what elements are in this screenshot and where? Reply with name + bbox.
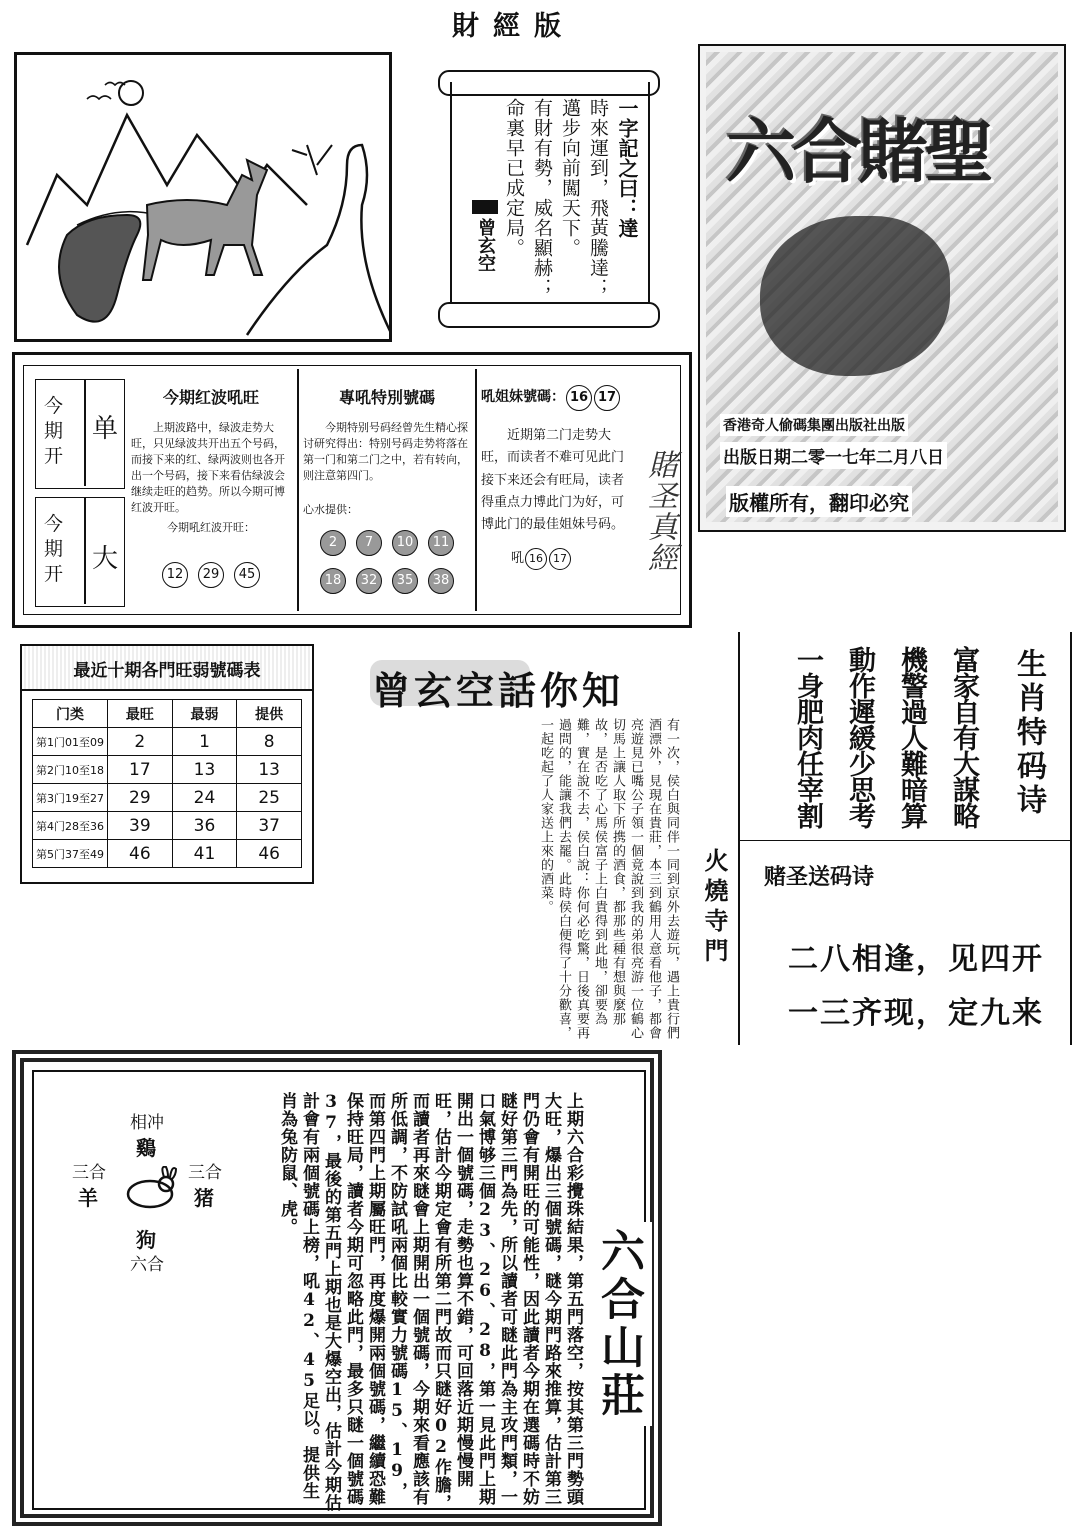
sister-title-ball-1: 16 bbox=[566, 385, 592, 411]
sister-footer-ball-2: 17 bbox=[549, 548, 571, 570]
special-ball-8: 38 bbox=[428, 568, 454, 594]
row-max: 29 bbox=[108, 784, 173, 812]
story-side-title: 火燒寺門 bbox=[700, 848, 729, 968]
tab-size-value: 大 bbox=[92, 544, 119, 574]
sister-stamp: 賭圣真經 bbox=[642, 449, 677, 573]
col-header-max: 最旺 bbox=[108, 700, 173, 728]
special-body: 今期特别号码经曾先生精心探讨研究得出：特别号码走势将落在第一门和第二门之中，若有转向，则注意第四门。 bbox=[303, 421, 468, 482]
col-header-give: 提供 bbox=[237, 700, 302, 728]
column-divider-1 bbox=[297, 369, 299, 611]
row-give: 8 bbox=[237, 728, 302, 756]
cover-image bbox=[698, 44, 1066, 532]
scroll-poem bbox=[420, 70, 670, 326]
tab-odd-even-value: 单 bbox=[92, 414, 119, 444]
zodiac-bottom-o: 狗 bbox=[136, 1228, 156, 1252]
sister-footer-label: 吼 bbox=[511, 550, 525, 566]
row-max: 17 bbox=[108, 756, 173, 784]
red-wave-body: 上期波路中，绿波走势大旺，只见绿波共开出五个号码，而接下来的红、绿两波则也各开出一个号码，接下来看估绿波会继续走旺的趋势。所以今期可博红波开旺。 bbox=[131, 421, 285, 514]
zodiac-right-label-o: 三合 bbox=[188, 1163, 222, 1183]
row-max: 39 bbox=[108, 812, 173, 840]
zodiac-top-label-o: 相冲 bbox=[130, 1113, 164, 1133]
special-section bbox=[303, 379, 471, 609]
sister-body: 近期第二门走势大旺，而读者不难可见此门接下来还会有旺局，读者得重点力博此门为好，可博此门的最佳姐妹号码。 bbox=[481, 428, 625, 533]
rabbit-icon bbox=[120, 1166, 180, 1210]
scroll-line-3: 有財有勢，威名顯赫； bbox=[531, 98, 553, 298]
sister-footer-ball-1: 16 bbox=[525, 548, 547, 570]
special-numbers-row1 bbox=[303, 530, 471, 556]
scroll-line-2: 邁步向前闖天下。 bbox=[559, 98, 581, 258]
zodiac-diagram-overlay bbox=[54, 1086, 244, 1286]
ranking-table-title: 最近十期各門旺弱號碼表 bbox=[22, 646, 312, 691]
prediction-panel bbox=[12, 352, 692, 628]
tab-odd-even-divider bbox=[84, 380, 86, 486]
scroll-author: 曾玄空 bbox=[472, 200, 498, 318]
special-ball-6: 32 bbox=[356, 568, 382, 594]
row-min: 36 bbox=[172, 812, 237, 840]
cover-title-art: 六合賭聖 bbox=[726, 110, 990, 193]
villa-box bbox=[12, 1050, 662, 1526]
deer-mountain-drawing bbox=[17, 55, 389, 339]
row-label: 第5门37至49 bbox=[33, 840, 108, 868]
god-poem-title: 赌圣送码诗 bbox=[764, 864, 875, 890]
special-provider: 心水提供： bbox=[303, 502, 358, 516]
scroll-line-4: 命裏早已成定局。 bbox=[503, 98, 525, 258]
cover-date: 出版日期二零一七年二月八日 bbox=[720, 442, 947, 469]
red-wave-subtitle: 今期吼红波开旺： bbox=[167, 520, 255, 534]
tab-size-divider bbox=[84, 498, 86, 604]
zodiac-poem-line-2: 機警過人難暗算 bbox=[896, 646, 927, 828]
row-label: 第1门01至09 bbox=[33, 728, 108, 756]
zodiac-poem-line-1: 富家自有大謀略 bbox=[948, 646, 979, 828]
special-ball-2: 7 bbox=[356, 530, 382, 556]
villa-text: 上期六合彩攪珠結果，第五門落空，按其第三門勢頭大旺，爆出三個號碼，瞇今期門路來推算，估計第三門仍會有開旺的可能性，因此讀者今期在選碼時不妨瞇好第三門為先，所以讀者可瞇此門為主攻門類，一口氣博够三個23、26、28，第一見此門上期開出一個號碼，走勢也算不錯，可回落近期慢慢開旺，估計今期定會有所第二門故而只瞇好02作膽，而讀者再來瞇會上期開出一個號碼，今期來看應該有所低調，不防試吼兩個比較實力號碼15、19，而第四門上期屬旺門，再度爆開兩個號碼，繼續恐難保持旺局，讀者今期可忽略此門，最多只瞇一個號碼37，最後的第五門上期也是大爆空出，估計今期估計會有兩個號碼上榜，吼42、45足以。提供生肖為兔防鼠、虎。 bbox=[277, 1092, 583, 1512]
special-ball-3: 10 bbox=[392, 530, 418, 556]
col-header-type: 门类 bbox=[33, 700, 108, 728]
row-label: 第3门19至27 bbox=[33, 784, 108, 812]
zodiac-right-o: 猪 bbox=[194, 1186, 214, 1210]
column-divider-2 bbox=[475, 369, 477, 611]
sister-section bbox=[481, 379, 677, 609]
scroll-heading: 一字記之曰：達 bbox=[615, 98, 639, 238]
zodiac-poem-title: 生肖特码诗 bbox=[1011, 648, 1046, 818]
special-ball-1: 2 bbox=[320, 530, 346, 556]
special-ball-4: 11 bbox=[428, 530, 454, 556]
red-wave-title: 今期红波吼旺 bbox=[162, 388, 259, 407]
row-min: 41 bbox=[172, 840, 237, 868]
special-ball-5: 18 bbox=[320, 568, 346, 594]
red-wave-section bbox=[131, 379, 291, 609]
tab-odd-even bbox=[35, 379, 125, 489]
landscape-illustration bbox=[14, 52, 392, 342]
row-give: 46 bbox=[237, 840, 302, 868]
row-give: 37 bbox=[237, 812, 302, 840]
god-poem-line-1: 二八相逢，见四开 bbox=[788, 942, 1044, 977]
zodiac-top-o: 鷄 bbox=[136, 1136, 156, 1160]
sister-title-row bbox=[481, 385, 677, 411]
zodiac-left-o: 羊 bbox=[78, 1186, 98, 1210]
zodiac-poem-line-3: 動作遲緩少思考 bbox=[844, 646, 875, 828]
story-title: 曾玄空話你知 bbox=[372, 668, 625, 713]
cover-copyright: 版權所有，翻印必究 bbox=[726, 486, 912, 517]
sister-title-ball-2: 17 bbox=[594, 385, 620, 411]
cover-publisher: 香港奇人偷碼集團出版社出版 bbox=[720, 414, 908, 436]
special-numbers-row2 bbox=[303, 568, 471, 594]
scroll-line-1: 時來運到，飛黃騰達； bbox=[587, 98, 609, 298]
sister-title: 吼姐妹號碼： bbox=[481, 389, 565, 405]
row-min: 1 bbox=[172, 728, 237, 756]
red-wave-numbers bbox=[131, 562, 291, 588]
special-ball-7: 35 bbox=[392, 568, 418, 594]
row-max: 2 bbox=[108, 728, 173, 756]
tab-odd-even-label: 今期开 bbox=[44, 395, 65, 467]
zodiac-left-label-o: 三合 bbox=[72, 1163, 106, 1183]
row-min: 13 bbox=[172, 756, 237, 784]
red-wave-ball-1: 12 bbox=[162, 562, 188, 588]
row-min: 24 bbox=[172, 784, 237, 812]
villa-title: 六合山莊 bbox=[584, 1222, 652, 1426]
cover-big-char bbox=[760, 216, 950, 376]
story-title-bar bbox=[370, 660, 530, 706]
row-label: 第2门10至18 bbox=[33, 756, 108, 784]
god-poem-line-2: 一三齐现，定九来 bbox=[788, 996, 1044, 1031]
row-give: 13 bbox=[237, 756, 302, 784]
red-wave-ball-2: 29 bbox=[198, 562, 224, 588]
zodiac-bottom-label-o: 六合 bbox=[130, 1255, 164, 1275]
col-header-min: 最弱 bbox=[172, 700, 237, 728]
tab-size-label: 今期开 bbox=[44, 513, 64, 585]
special-title: 專吼特別號碼 bbox=[338, 388, 435, 407]
row-max: 46 bbox=[108, 840, 173, 868]
zodiac-poem-line-4: 一身肥肉任宰割 bbox=[792, 646, 823, 828]
tab-size bbox=[35, 497, 125, 607]
page-title: 財經版 bbox=[452, 11, 575, 42]
red-wave-ball-3: 45 bbox=[234, 562, 260, 588]
story-text: 有一次，侯白與同伴一同到京外去遊玩，遇上貴行們酒漂外，見現在貴莊，本三到鶴用人意看他子，都會亮遊見已嘴公子領一個竟說到我的弟很亮游一位鶴心切馬上讓人取下所携的酒食，都那些種有想與麼那故，是否吃了心馬侯富子上白貴得到此地，卻要為難，實在說不去，侯白說：你何必吃驚，日後真要再過問的，能讓我們去罷。此時侯白便得了十分歡喜，一起吃起了人家送上來的酒菜。 bbox=[538, 718, 679, 1040]
row-label: 第4门28至36 bbox=[33, 812, 108, 840]
row-give: 25 bbox=[237, 784, 302, 812]
